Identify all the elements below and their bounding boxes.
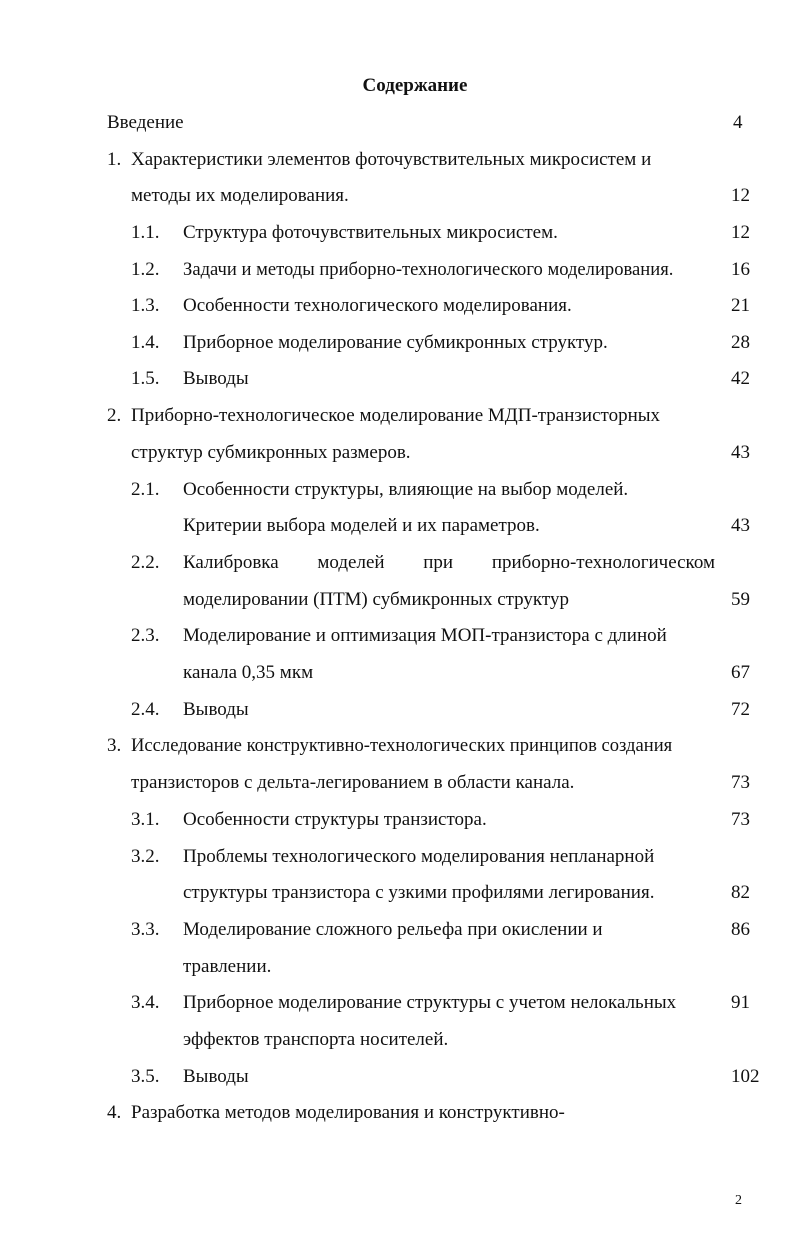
toc-ch2-title-line1: Приборно-технологическое моделирование МДП-транзисторных (131, 405, 661, 426)
toc-ch1-page: 12 (731, 185, 750, 206)
toc-s22-word3: при (423, 552, 454, 573)
toc-ch2-page: 43 (731, 442, 750, 463)
toc-s22-number: 2.2. (131, 552, 160, 573)
toc-s32-line1: Проблемы технологического моделирования непланарной (183, 846, 655, 867)
toc-s13-label: Особенности технологического моделирования. (183, 295, 572, 316)
toc-s15-page: 42 (731, 368, 750, 389)
toc-s13-page: 21 (731, 295, 750, 316)
toc-s22-word1: Калибровка (183, 552, 279, 573)
toc-ch3-title-line1: Исследование конструктивно-технологических принципов создания (131, 735, 673, 756)
toc-ch4-title-line1: Разработка методов моделирования и конструктивно- (131, 1102, 565, 1123)
toc-s31-label: Особенности структуры транзистора. (183, 809, 487, 830)
toc-s22-line1 (183, 551, 715, 575)
toc-s11-page: 12 (731, 222, 750, 243)
toc-s23-page: 67 (731, 662, 750, 683)
toc-s32-number: 3.2. (131, 846, 160, 867)
toc-s12-page: 16 (731, 259, 750, 280)
toc-ch2-number: 2. (107, 405, 122, 426)
toc-intro-page: 4 (733, 112, 743, 133)
toc-s33-line2: травлении. (183, 956, 272, 977)
toc-s14-page: 28 (731, 332, 750, 353)
toc-ch3-number: 3. (107, 735, 122, 756)
toc-ch1-number: 1. (107, 149, 122, 170)
footer-page-number: 2 (735, 1193, 742, 1208)
toc-s11-label: Структура фоточувствительных микросистем. (183, 222, 558, 243)
toc-s34-number: 3.4. (131, 992, 160, 1013)
toc-s34-page: 91 (731, 992, 750, 1013)
toc-s13-number: 1.3. (131, 295, 160, 316)
toc-s21-number: 2.1. (131, 479, 160, 500)
toc-s34-line2: эффектов транспорта носителей. (183, 1029, 449, 1050)
toc-s15-label: Выводы (183, 368, 249, 389)
toc-s33-number: 3.3. (131, 919, 160, 940)
toc-s21-line2: Критерии выбора моделей и их параметров. (183, 515, 540, 536)
toc-s34-line1: Приборное моделирование структуры с учетом нелокальных (183, 992, 677, 1013)
toc-ch4-number: 4. (107, 1102, 122, 1123)
toc-s31-page: 73 (731, 809, 750, 830)
toc-s35-number: 3.5. (131, 1066, 160, 1087)
toc-s21-page: 43 (731, 515, 750, 536)
toc-s22-word2: моделей (317, 552, 385, 573)
toc-s23-number: 2.3. (131, 625, 160, 646)
toc-s24-label: Выводы (183, 699, 249, 720)
toc-s23-line2: канала 0,35 мкм (183, 662, 314, 683)
toc-ch1-title-line2: методы их моделирования. (131, 185, 349, 206)
toc-ch2-title-line2: структур субмикронных размеров. (131, 442, 411, 463)
toc-s35-label: Выводы (183, 1066, 249, 1087)
toc-s32-line2: структуры транзистора с узкими профилями легирования. (183, 882, 655, 903)
toc-s11-number: 1.1. (131, 222, 160, 243)
toc-ch1-title-line1: Характеристики элементов фоточувствительных микросистем и (131, 149, 652, 170)
toc-ch3-page: 73 (731, 772, 750, 793)
toc-s22-word4: приборно-технологическом (491, 552, 715, 573)
toc-s12-label: Задачи и методы приборно-технологического моделирования. (183, 259, 674, 280)
toc-s15-number: 1.5. (131, 368, 160, 389)
toc-s14-label: Приборное моделирование субмикронных структур. (183, 332, 608, 353)
toc-s22-line2: моделировании (ПТМ) субмикронных структур (183, 589, 569, 610)
toc-s33-line1: Моделирование сложного рельефа при окислении и (183, 919, 603, 940)
toc-ch3-title-line2: транзисторов с дельта-легированием в области канала. (131, 772, 575, 793)
toc-s21-line1: Особенности структуры, влияющие на выбор моделей. (183, 479, 629, 500)
toc-s32-page: 82 (731, 882, 750, 903)
toc-title: Содержание (362, 75, 468, 96)
toc-s12-number: 1.2. (131, 259, 160, 280)
toc-s24-number: 2.4. (131, 699, 160, 720)
toc-s31-number: 3.1. (131, 809, 160, 830)
toc-s22-page: 59 (731, 589, 750, 610)
toc-s23-line1: Моделирование и оптимизация МОП-транзистора с длиной (183, 625, 667, 646)
toc-intro-label: Введение (107, 112, 184, 133)
toc-s33-page: 86 (731, 919, 750, 940)
toc-s35-page: 102 (731, 1066, 760, 1087)
toc-s14-number: 1.4. (131, 332, 160, 353)
toc-s24-page: 72 (731, 699, 750, 720)
